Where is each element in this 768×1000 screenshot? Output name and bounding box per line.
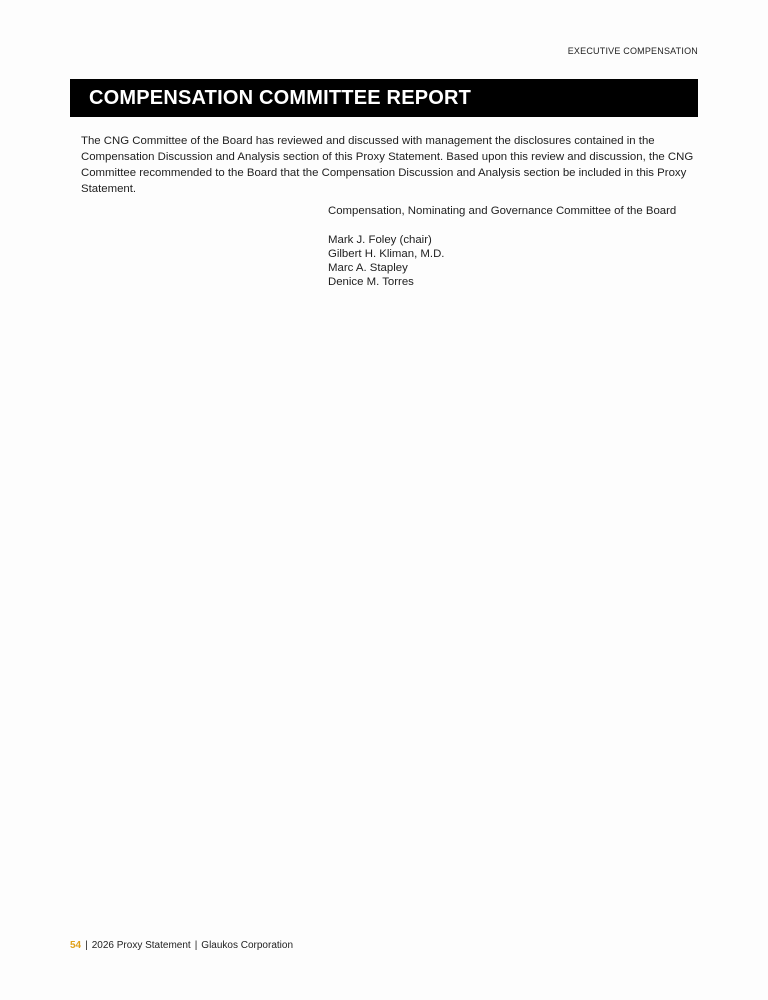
footer-separator: | [194,940,198,951]
footer-document-title: 2026 Proxy Statement [91,940,191,951]
committee-member: Marc A. Stapley [328,262,408,274]
title-bar [70,79,698,117]
committee-member: Gilbert H. Kliman, M.D. [328,248,445,260]
signature-block [328,203,700,289]
footer-separator: | [85,940,88,951]
page-number: 54 [70,940,82,951]
running-header: EXECUTIVE COMPENSATION [567,46,698,56]
committee-member: Denice M. Torres [328,276,414,288]
committee-name: Compensation, Nominating and Governance Committee of the Board [328,205,677,217]
footer-company-name: Glaukos Corporation [201,940,294,951]
page-title: COMPENSATION COMMITTEE REPORT [89,86,472,109]
report-paragraph: The CNG Committee of the Board has reviewed and discussed with management the disclosures contained in the Compensation Discussion and Analysis section of this Proxy Statement. Based upon this review and discussion, the CNG Committee recommended to the Board that the Compensation Discussion and Analysis section be included in this Proxy Statement. [81,135,694,195]
committee-member: Mark J. Foley (chair) [328,234,432,246]
page-footer [70,940,293,951]
